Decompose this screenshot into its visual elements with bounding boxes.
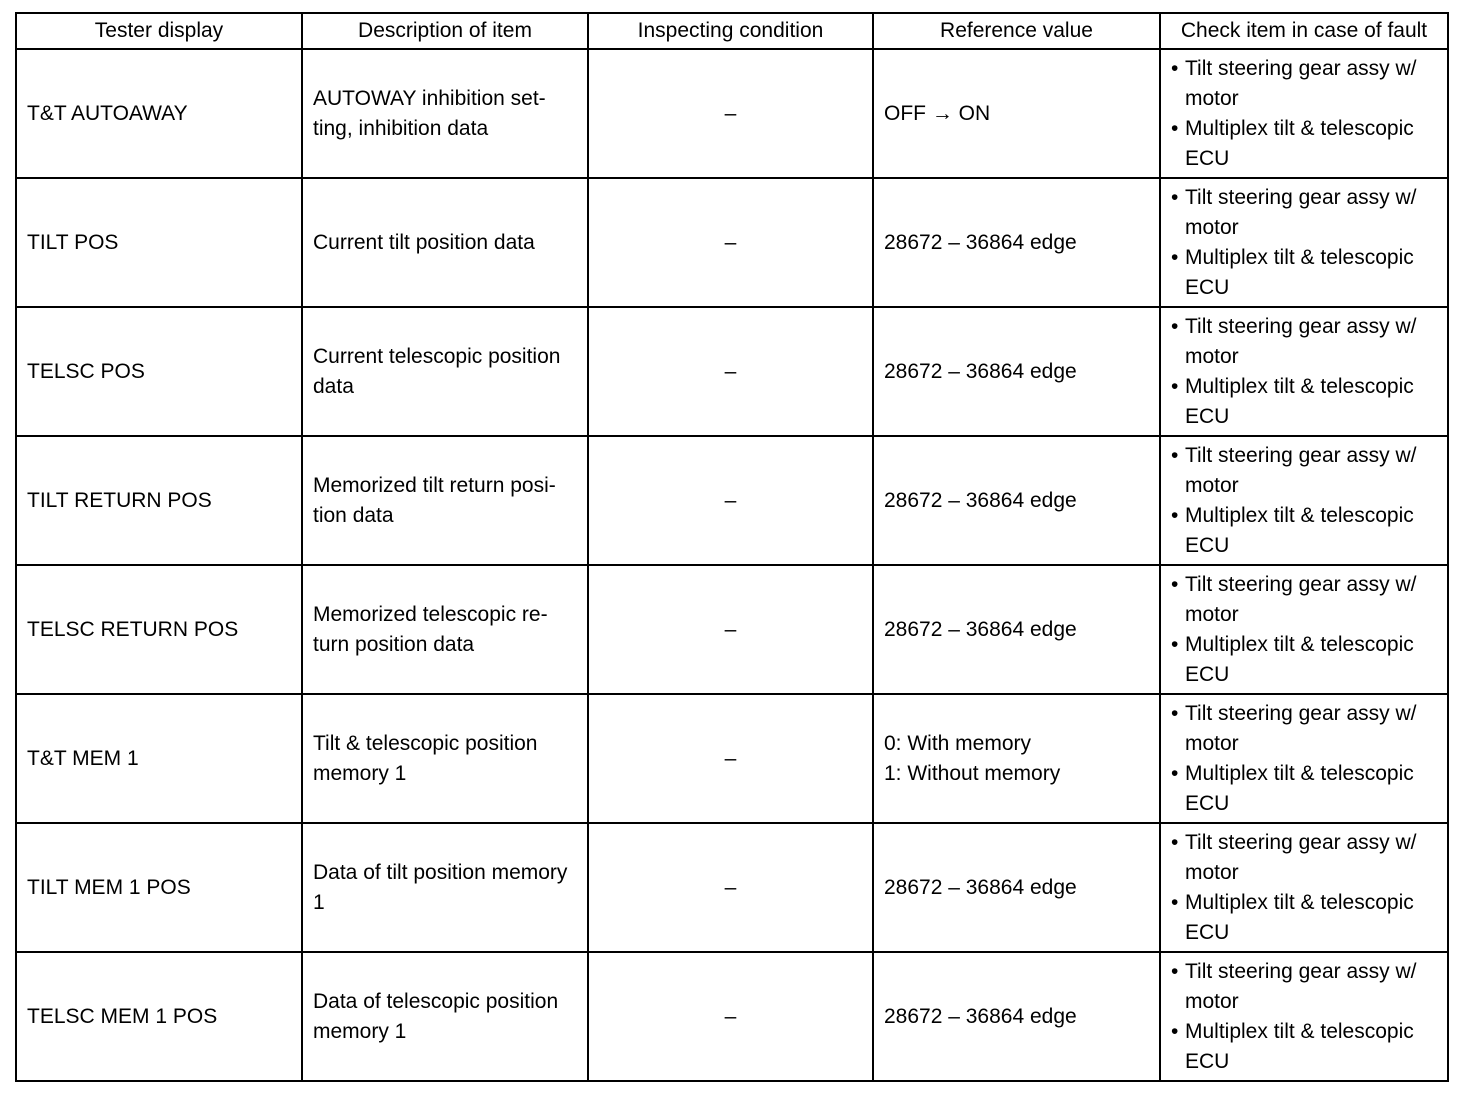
table-row: [16, 178, 1448, 307]
reference-value-line: 1: Without memory: [884, 761, 1061, 785]
check-item: [1171, 312, 1437, 372]
check-item: [1171, 243, 1437, 303]
tester-display-cell: TELSC POS: [16, 307, 302, 436]
check-item-cell: [1160, 565, 1448, 694]
reference-value-line: 28672 – 36864 edge: [884, 875, 1077, 899]
check-item: [1171, 372, 1437, 432]
reference-value-cell: [873, 823, 1160, 952]
check-item-list: [1171, 54, 1437, 174]
check-item-text: Tilt steering gear assy w/ motor: [1185, 185, 1417, 239]
check-item-cell: [1160, 49, 1448, 178]
check-item-text: Multiplex tilt & telescopic ECU: [1185, 116, 1414, 170]
reference-value-line: 28672 – 36864 edge: [884, 488, 1077, 512]
check-item-text: Multiplex tilt & telescopic ECU: [1185, 503, 1414, 557]
check-item-list: [1171, 828, 1437, 948]
check-item-text: Tilt steering gear assy w/ motor: [1185, 443, 1417, 497]
check-item-cell: [1160, 694, 1448, 823]
table-row: [16, 307, 1448, 436]
description-cell: [302, 307, 588, 436]
reference-value-line: 28672 – 36864 edge: [884, 617, 1077, 641]
check-item: [1171, 1017, 1437, 1077]
table-row: [16, 565, 1448, 694]
check-item-text: Multiplex tilt & telescopic ECU: [1185, 374, 1414, 428]
bullet-icon: •: [1171, 890, 1179, 914]
check-item: [1171, 570, 1437, 630]
bullet-icon: •: [1171, 701, 1179, 725]
reference-value-cell: [873, 49, 1160, 178]
description-cell: [302, 952, 588, 1081]
reference-value-cell: [873, 178, 1160, 307]
reference-value-line: 28672 – 36864 edge: [884, 359, 1077, 383]
check-item-text: Tilt steering gear assy w/ motor: [1185, 314, 1417, 368]
inspecting-condition-cell: –: [588, 178, 873, 307]
check-item-cell: [1160, 952, 1448, 1081]
header-row: [16, 13, 1448, 49]
check-item-text: Multiplex tilt & telescopic ECU: [1185, 890, 1414, 944]
table-row: [16, 694, 1448, 823]
reference-value-line: 28672 – 36864 edge: [884, 1004, 1077, 1028]
check-item-text: Multiplex tilt & telescopic ECU: [1185, 1019, 1414, 1073]
tester-display-cell: TELSC MEM 1 POS: [16, 952, 302, 1081]
header-description: Description of item: [302, 13, 588, 49]
check-item-list: [1171, 570, 1437, 690]
check-item-list: [1171, 699, 1437, 819]
check-item-text: Tilt steering gear assy w/ motor: [1185, 56, 1417, 110]
description-line: Tilt & telescopic position: [313, 731, 538, 755]
bullet-icon: •: [1171, 116, 1179, 140]
check-item: [1171, 441, 1437, 501]
bullet-icon: •: [1171, 830, 1179, 854]
bullet-icon: •: [1171, 503, 1179, 527]
check-item-text: Multiplex tilt & telescopic ECU: [1185, 245, 1414, 299]
tester-display-cell: T&T MEM 1: [16, 694, 302, 823]
description-cell: [302, 823, 588, 952]
description-line: Current telescopic position: [313, 344, 561, 368]
description-line: turn position data: [313, 632, 475, 656]
bullet-icon: •: [1171, 443, 1179, 467]
check-item-cell: [1160, 307, 1448, 436]
check-item: [1171, 759, 1437, 819]
header-reference-value: Reference value: [873, 13, 1160, 49]
bullet-icon: •: [1171, 761, 1179, 785]
bullet-icon: •: [1171, 572, 1179, 596]
reference-value-line: 0: With memory: [884, 731, 1032, 755]
check-item-text: Tilt steering gear assy w/ motor: [1185, 959, 1417, 1013]
check-item-text: Multiplex tilt & telescopic ECU: [1185, 632, 1414, 686]
description-cell: [302, 565, 588, 694]
table-row: [16, 952, 1448, 1081]
diagnostic-data-table: [15, 12, 1449, 1082]
tester-display-cell: TELSC RETURN POS: [16, 565, 302, 694]
description-line: Memorized tilt return posi-: [313, 473, 556, 497]
check-item-cell: [1160, 823, 1448, 952]
check-item-list: [1171, 183, 1437, 303]
description-line: Data of telescopic position: [313, 989, 559, 1013]
reference-value-line: 28672 – 36864 edge: [884, 230, 1077, 254]
check-item-cell: [1160, 436, 1448, 565]
check-item-text: Tilt steering gear assy w/ motor: [1185, 572, 1417, 626]
reference-value-cell: [873, 565, 1160, 694]
description-line: Memorized telescopic re-: [313, 602, 548, 626]
check-item: [1171, 888, 1437, 948]
table-body: [16, 49, 1448, 1081]
header-check-item: Check item in case of fault: [1160, 13, 1448, 49]
reference-value-cell: [873, 307, 1160, 436]
description-line: AUTOWAY inhibition set-: [313, 86, 546, 110]
inspecting-condition-cell: –: [588, 49, 873, 178]
reference-value-line: OFF → ON: [884, 101, 991, 125]
bullet-icon: •: [1171, 959, 1179, 983]
bullet-icon: •: [1171, 374, 1179, 398]
table-row: [16, 823, 1448, 952]
check-item-cell: [1160, 178, 1448, 307]
check-item: [1171, 699, 1437, 759]
description-line: memory 1: [313, 761, 407, 785]
tester-display-cell: TILT RETURN POS: [16, 436, 302, 565]
description-cell: [302, 49, 588, 178]
check-item-text: Tilt steering gear assy w/ motor: [1185, 830, 1417, 884]
inspecting-condition-cell: –: [588, 307, 873, 436]
check-item-list: [1171, 957, 1437, 1077]
check-item: [1171, 183, 1437, 243]
bullet-icon: •: [1171, 185, 1179, 209]
bullet-icon: •: [1171, 56, 1179, 80]
check-item-list: [1171, 312, 1437, 432]
description-line: 1: [313, 890, 325, 914]
description-cell: [302, 694, 588, 823]
description-line: memory 1: [313, 1019, 407, 1043]
description-line: tion data: [313, 503, 394, 527]
table-row: [16, 436, 1448, 565]
reference-value-cell: [873, 952, 1160, 1081]
check-item: [1171, 828, 1437, 888]
check-item: [1171, 957, 1437, 1017]
inspecting-condition-cell: –: [588, 565, 873, 694]
check-item: [1171, 114, 1437, 174]
inspecting-condition-cell: –: [588, 823, 873, 952]
bullet-icon: •: [1171, 632, 1179, 656]
check-item: [1171, 501, 1437, 561]
bullet-icon: •: [1171, 245, 1179, 269]
tester-display-cell: T&T AUTOAWAY: [16, 49, 302, 178]
description-line: ting, inhibition data: [313, 116, 489, 140]
description-line: data: [313, 374, 354, 398]
inspecting-condition-cell: –: [588, 436, 873, 565]
tester-display-cell: TILT MEM 1 POS: [16, 823, 302, 952]
header-inspecting-condition: Inspecting condition: [588, 13, 873, 49]
check-item: [1171, 54, 1437, 114]
inspecting-condition-cell: –: [588, 952, 873, 1081]
check-item-text: Multiplex tilt & telescopic ECU: [1185, 761, 1414, 815]
description-cell: [302, 436, 588, 565]
bullet-icon: •: [1171, 1019, 1179, 1043]
description-cell: [302, 178, 588, 307]
description-line: Data of tilt position memory: [313, 860, 568, 884]
tester-display-cell: TILT POS: [16, 178, 302, 307]
table-row: [16, 49, 1448, 178]
inspecting-condition-cell: –: [588, 694, 873, 823]
reference-value-cell: [873, 694, 1160, 823]
bullet-icon: •: [1171, 314, 1179, 338]
check-item: [1171, 630, 1437, 690]
header-tester-display: Tester display: [16, 13, 302, 49]
description-line: Current tilt position data: [313, 230, 535, 254]
reference-value-cell: [873, 436, 1160, 565]
check-item-list: [1171, 441, 1437, 561]
check-item-text: Tilt steering gear assy w/ motor: [1185, 701, 1417, 755]
